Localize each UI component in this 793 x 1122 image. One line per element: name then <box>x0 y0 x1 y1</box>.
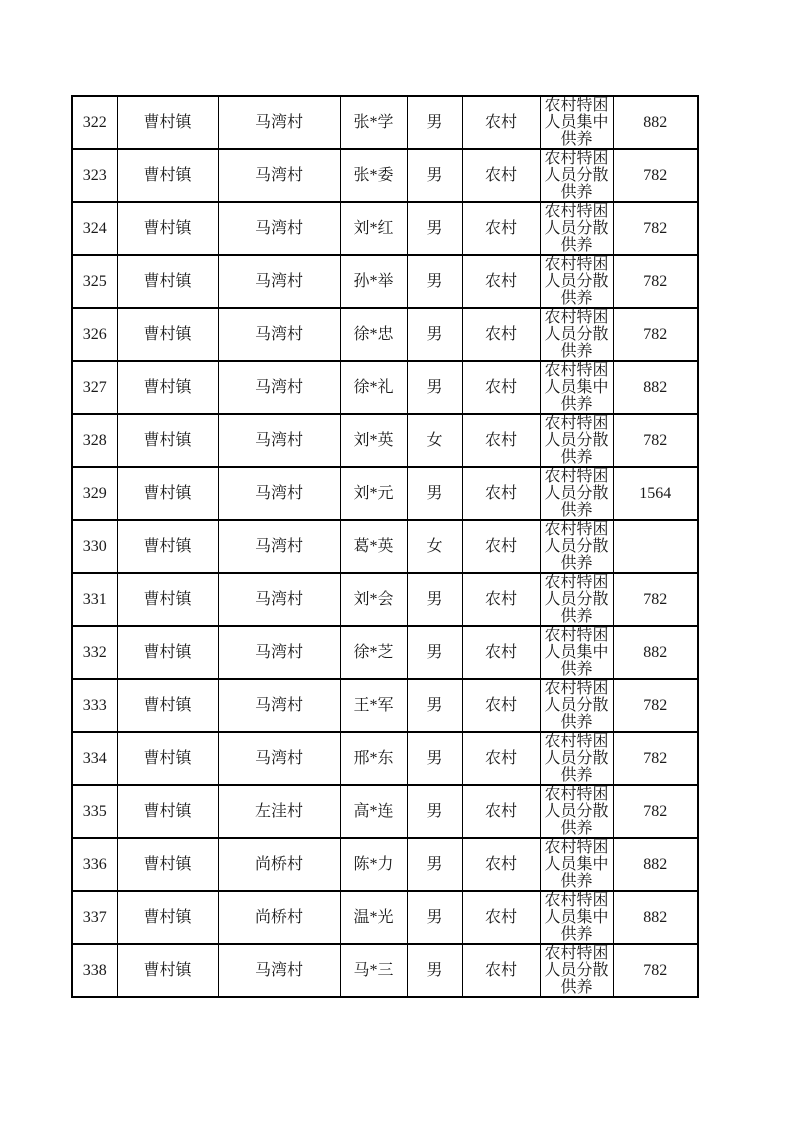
cell-name: 徐*礼 <box>340 361 407 414</box>
cell-amount: 782 <box>613 414 698 467</box>
cell-amount: 882 <box>613 626 698 679</box>
cell-area: 农村 <box>462 308 540 361</box>
cell-area: 农村 <box>462 414 540 467</box>
cell-index: 331 <box>72 573 117 626</box>
welfare-support-table <box>71 95 699 998</box>
support-type-text: 农村特困人员分散供养 <box>544 309 609 360</box>
cell-amount: 782 <box>613 679 698 732</box>
cell-name: 徐*芝 <box>340 626 407 679</box>
cell-amount: 782 <box>613 255 698 308</box>
cell-area: 农村 <box>462 785 540 838</box>
cell-support-type <box>540 202 613 255</box>
support-type-text: 农村特困人员集中供养 <box>544 97 609 148</box>
cell-village: 左洼村 <box>218 785 340 838</box>
cell-town: 曹村镇 <box>117 149 218 202</box>
cell-support-type <box>540 573 613 626</box>
support-type-text: 农村特困人员分散供养 <box>544 256 609 307</box>
cell-village: 马湾村 <box>218 202 340 255</box>
cell-amount: 782 <box>613 785 698 838</box>
cell-name: 王*军 <box>340 679 407 732</box>
cell-gender: 女 <box>407 520 462 573</box>
cell-village: 马湾村 <box>218 96 340 149</box>
cell-index: 333 <box>72 679 117 732</box>
cell-town: 曹村镇 <box>117 308 218 361</box>
cell-area: 农村 <box>462 838 540 891</box>
cell-town: 曹村镇 <box>117 944 218 997</box>
cell-amount: 782 <box>613 149 698 202</box>
cell-index: 322 <box>72 96 117 149</box>
cell-index: 334 <box>72 732 117 785</box>
cell-village: 马湾村 <box>218 467 340 520</box>
cell-support-type <box>540 361 613 414</box>
cell-index: 338 <box>72 944 117 997</box>
cell-gender: 男 <box>407 308 462 361</box>
support-type-text: 农村特困人员分散供养 <box>544 415 609 466</box>
cell-area: 农村 <box>462 520 540 573</box>
support-type-text: 农村特困人员分散供养 <box>544 468 609 519</box>
table-row <box>72 944 698 997</box>
cell-village: 马湾村 <box>218 308 340 361</box>
cell-support-type <box>540 891 613 944</box>
table-row <box>72 149 698 202</box>
cell-gender: 男 <box>407 202 462 255</box>
table-row <box>72 785 698 838</box>
cell-amount: 882 <box>613 891 698 944</box>
cell-village: 马湾村 <box>218 520 340 573</box>
cell-town: 曹村镇 <box>117 679 218 732</box>
cell-index: 327 <box>72 361 117 414</box>
table-row <box>72 838 698 891</box>
cell-name: 刘*元 <box>340 467 407 520</box>
cell-gender: 男 <box>407 785 462 838</box>
support-type-text: 农村特困人员分散供养 <box>544 203 609 254</box>
cell-town: 曹村镇 <box>117 361 218 414</box>
table-row <box>72 679 698 732</box>
cell-area: 农村 <box>462 573 540 626</box>
cell-name: 马*三 <box>340 944 407 997</box>
cell-gender: 男 <box>407 679 462 732</box>
support-type-text: 农村特困人员集中供养 <box>544 892 609 943</box>
cell-area: 农村 <box>462 891 540 944</box>
cell-name: 葛*英 <box>340 520 407 573</box>
cell-index: 337 <box>72 891 117 944</box>
cell-name: 刘*会 <box>340 573 407 626</box>
cell-town: 曹村镇 <box>117 732 218 785</box>
cell-gender: 女 <box>407 414 462 467</box>
cell-name: 高*连 <box>340 785 407 838</box>
cell-gender: 男 <box>407 255 462 308</box>
table-row <box>72 732 698 785</box>
cell-gender: 男 <box>407 149 462 202</box>
support-type-text: 农村特困人员分散供养 <box>544 150 609 201</box>
table-row <box>72 255 698 308</box>
cell-amount: 782 <box>613 573 698 626</box>
cell-village: 马湾村 <box>218 149 340 202</box>
cell-support-type <box>540 679 613 732</box>
cell-gender: 男 <box>407 891 462 944</box>
cell-town: 曹村镇 <box>117 573 218 626</box>
cell-name: 徐*忠 <box>340 308 407 361</box>
cell-village: 尚桥村 <box>218 891 340 944</box>
cell-gender: 男 <box>407 467 462 520</box>
cell-support-type <box>540 149 613 202</box>
cell-gender: 男 <box>407 944 462 997</box>
cell-area: 农村 <box>462 361 540 414</box>
cell-amount: 782 <box>613 308 698 361</box>
cell-amount: 782 <box>613 944 698 997</box>
table-row <box>72 467 698 520</box>
support-type-text: 农村特困人员分散供养 <box>544 786 609 837</box>
cell-village: 马湾村 <box>218 573 340 626</box>
cell-index: 329 <box>72 467 117 520</box>
cell-name: 温*光 <box>340 891 407 944</box>
cell-amount: 782 <box>613 202 698 255</box>
cell-index: 323 <box>72 149 117 202</box>
cell-town: 曹村镇 <box>117 891 218 944</box>
cell-name: 邢*东 <box>340 732 407 785</box>
cell-amount: 782 <box>613 732 698 785</box>
cell-village: 马湾村 <box>218 414 340 467</box>
cell-index: 336 <box>72 838 117 891</box>
cell-support-type <box>540 308 613 361</box>
cell-name: 刘*英 <box>340 414 407 467</box>
cell-town: 曹村镇 <box>117 520 218 573</box>
cell-gender: 男 <box>407 838 462 891</box>
support-type-text: 农村特困人员分散供养 <box>544 945 609 996</box>
table-row <box>72 202 698 255</box>
cell-gender: 男 <box>407 573 462 626</box>
support-type-text: 农村特困人员分散供养 <box>544 680 609 731</box>
cell-name: 张*学 <box>340 96 407 149</box>
table-row <box>72 308 698 361</box>
cell-index: 335 <box>72 785 117 838</box>
support-type-text: 农村特困人员集中供养 <box>544 362 609 413</box>
support-type-text: 农村特困人员集中供养 <box>544 839 609 890</box>
cell-village: 马湾村 <box>218 361 340 414</box>
cell-town: 曹村镇 <box>117 202 218 255</box>
cell-support-type <box>540 520 613 573</box>
cell-amount: 1564 <box>613 467 698 520</box>
support-type-text: 农村特困人员集中供养 <box>544 627 609 678</box>
cell-amount: 882 <box>613 96 698 149</box>
cell-index: 330 <box>72 520 117 573</box>
table-row <box>72 891 698 944</box>
cell-amount: 882 <box>613 361 698 414</box>
table-row <box>72 361 698 414</box>
cell-town: 曹村镇 <box>117 414 218 467</box>
cell-name: 刘*红 <box>340 202 407 255</box>
cell-town: 曹村镇 <box>117 838 218 891</box>
cell-area: 农村 <box>462 626 540 679</box>
cell-support-type <box>540 96 613 149</box>
cell-town: 曹村镇 <box>117 96 218 149</box>
cell-index: 324 <box>72 202 117 255</box>
cell-village: 马湾村 <box>218 679 340 732</box>
cell-amount: 882 <box>613 838 698 891</box>
cell-gender: 男 <box>407 732 462 785</box>
cell-support-type <box>540 626 613 679</box>
cell-village: 马湾村 <box>218 255 340 308</box>
cell-gender: 男 <box>407 361 462 414</box>
cell-town: 曹村镇 <box>117 785 218 838</box>
cell-town: 曹村镇 <box>117 467 218 520</box>
cell-village: 马湾村 <box>218 944 340 997</box>
cell-support-type <box>540 838 613 891</box>
cell-town: 曹村镇 <box>117 255 218 308</box>
cell-area: 农村 <box>462 679 540 732</box>
cell-support-type <box>540 467 613 520</box>
table-row <box>72 626 698 679</box>
table-row <box>72 573 698 626</box>
cell-gender: 男 <box>407 626 462 679</box>
cell-index: 326 <box>72 308 117 361</box>
table-row <box>72 520 698 573</box>
cell-gender: 男 <box>407 96 462 149</box>
cell-village: 尚桥村 <box>218 838 340 891</box>
cell-area: 农村 <box>462 96 540 149</box>
cell-area: 农村 <box>462 202 540 255</box>
cell-support-type <box>540 255 613 308</box>
cell-index: 328 <box>72 414 117 467</box>
cell-name: 张*委 <box>340 149 407 202</box>
cell-index: 325 <box>72 255 117 308</box>
cell-index: 332 <box>72 626 117 679</box>
table-row <box>72 414 698 467</box>
cell-area: 农村 <box>462 732 540 785</box>
support-type-text: 农村特困人员分散供养 <box>544 521 609 572</box>
cell-support-type <box>540 732 613 785</box>
cell-name: 陈*力 <box>340 838 407 891</box>
cell-support-type <box>540 944 613 997</box>
cell-area: 农村 <box>462 149 540 202</box>
cell-amount <box>613 520 698 573</box>
support-type-text: 农村特困人员分散供养 <box>544 733 609 784</box>
cell-support-type <box>540 414 613 467</box>
support-type-text: 农村特困人员分散供养 <box>544 574 609 625</box>
table-body <box>72 96 698 997</box>
cell-name: 孙*举 <box>340 255 407 308</box>
cell-town: 曹村镇 <box>117 626 218 679</box>
table-row <box>72 96 698 149</box>
cell-support-type <box>540 785 613 838</box>
cell-area: 农村 <box>462 944 540 997</box>
cell-village: 马湾村 <box>218 732 340 785</box>
cell-area: 农村 <box>462 467 540 520</box>
cell-village: 马湾村 <box>218 626 340 679</box>
cell-area: 农村 <box>462 255 540 308</box>
